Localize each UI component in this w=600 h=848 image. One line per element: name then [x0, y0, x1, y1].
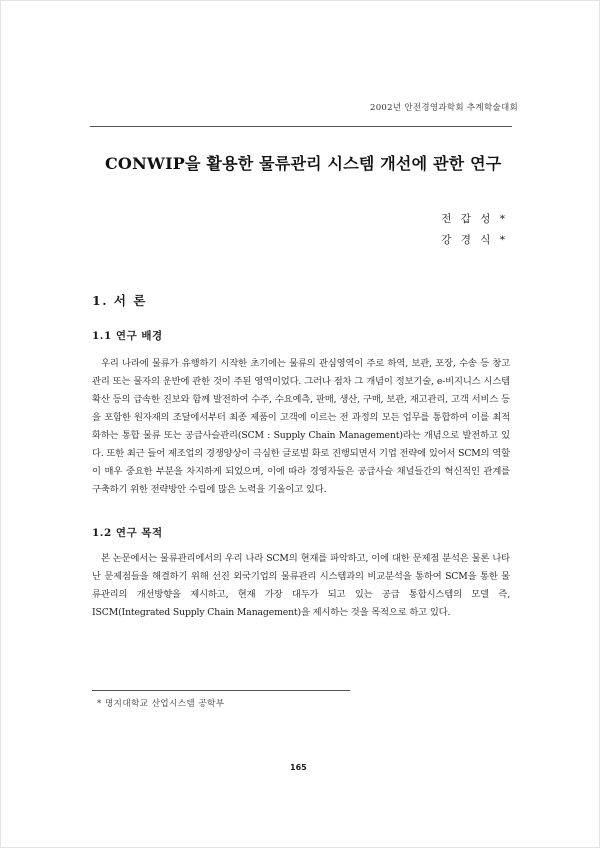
footnote: * 명지대학교 산업시스템 공학부 [97, 699, 225, 709]
section-heading-introduction: 1. 서 론 [92, 293, 147, 308]
running-header: 2002년 안전경영과학회 추계학술대회 [370, 103, 518, 113]
paper-title: CONWIP을 활용한 물류관리 시스템 개선에 관한 연구 [105, 154, 502, 173]
header-rule [90, 126, 512, 127]
page-number: 165 [290, 763, 307, 772]
background-paragraph: 우리 나라에 물류가 유행하기 시작한 초기에는 물류의 관심영역이 주로 하역, 보관, 포장, 수송 등 창고관리 또는 물자의 운반에 관한 것이 주된 영역이었다. 그러나 점차 그 개념이 정보기술, e-비지니스 시스템 확산 등의 급속한 진보와 함께 발전하여 수주, 수요예측, 판매, 생산, 구매, 보관, 재고관리, 고객 서비스 등을 포함한 원자재의 조달에서부터 최종 제품이 고객에 이르는 전 과정의 모든 업무를 통합하여 이를 최적화하는 통합 물류 또는 공급사슬관리(SCM : Supply Chain Management)라는 개념으로 발전하고 있다. 또한 최근 들어 제조업의 경쟁양상이 극심한 글로벌 화로 진행되면서 기업 전략에 있어서 SCM의 역할이 매우 중요한 부분을 차지하게 되었으며, 이에 따라 경영자들은 공급사슬 채널들간의 혁신적인 관계를 구축하기 위한 전략방안 수립에 많은 노력을 기울이고 있다. [92, 358, 510, 495]
author-list [441, 209, 508, 251]
purpose-paragraph: 본 논문에서는 물류관리에서의 우리 나라 SCM의 현재를 파악하고, 이에 대한 문제점 분석은 물론 나타난 문제점들을 해결하기 위해 선진 외국기업의 물류관리 시스템과의 비교분석을 통하여 SCM을 통한 물류관리의 개선방향을 제시하고, 현재 가장 대두가 되고 있는 공급 통합시스템의 모델 즉, ISCM(Integrated Supply Chain Management)을 제시하는 것을 목적으로 하고 있다. [92, 553, 510, 618]
subsection-heading-background: 1.1 연구 배경 [92, 330, 163, 342]
author-2: 강 경 식 * [441, 234, 508, 246]
author-1: 전 갑 성 * [441, 213, 508, 225]
subsection-heading-purpose: 1.2 연구 목적 [92, 527, 163, 539]
footnote-rule [92, 690, 350, 691]
